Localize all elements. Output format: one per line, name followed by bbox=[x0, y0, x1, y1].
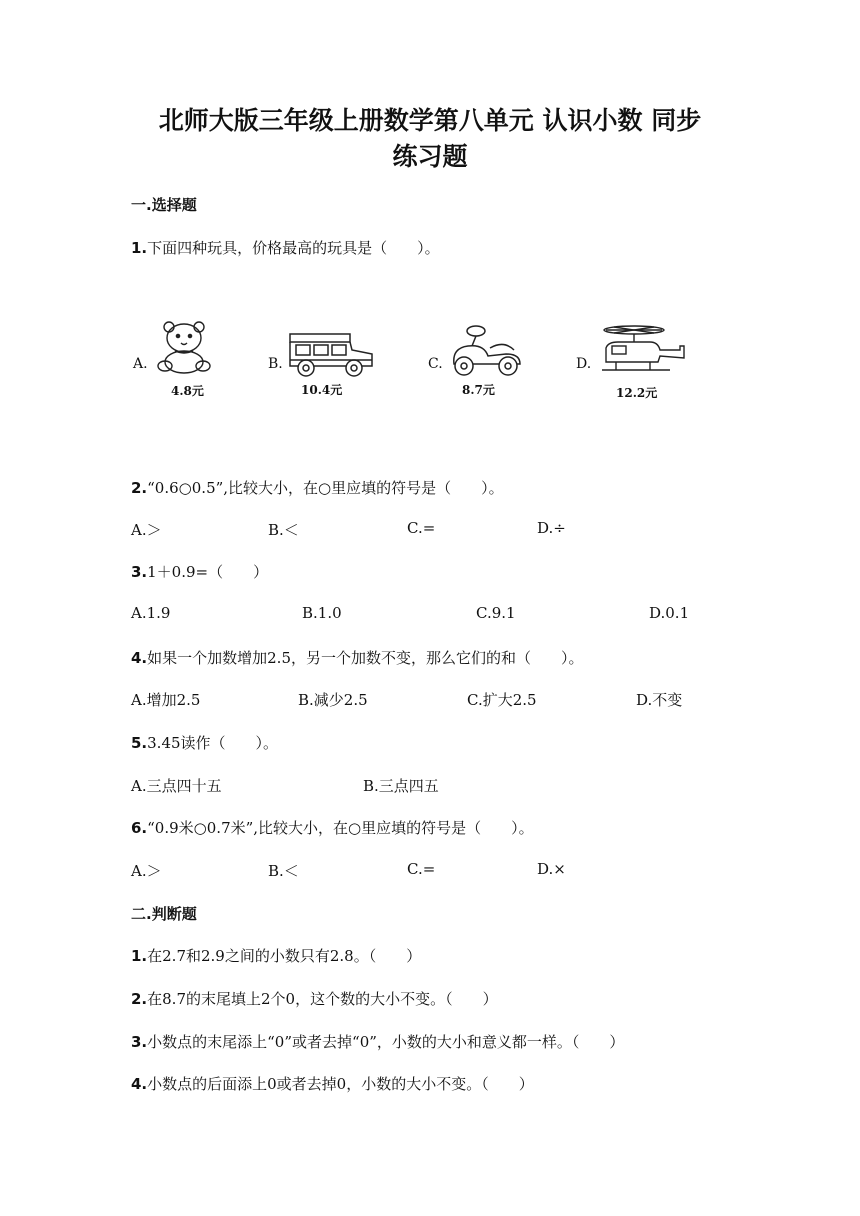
question-number: 3. bbox=[131, 1033, 148, 1051]
option-b[interactable]: B.减少2.5 bbox=[298, 691, 368, 709]
question-text: “0.9米○0.7米”,比较大小，在○里应填的符号是（ ）。 bbox=[147, 819, 534, 837]
section-heading-choice: 一.选择题 bbox=[131, 196, 197, 214]
question-5 bbox=[131, 732, 278, 753]
question-text: “0.6○0.5”,比较大小，在○里应填的符号是（ ）。 bbox=[147, 479, 504, 497]
question-text: 在2.7和2.9之间的小数只有2.8。（ ） bbox=[147, 947, 422, 965]
option-a[interactable]: A.1.9 bbox=[131, 604, 171, 622]
jeep-toy-icon bbox=[286, 328, 376, 378]
question-number: 4. bbox=[131, 1075, 148, 1093]
question-text: 1＋0.9=（ ） bbox=[147, 563, 269, 581]
helicopter-toy-icon bbox=[600, 324, 686, 378]
page-title-line1: 北师大版三年级上册数学第八单元 认识小数 同步 bbox=[158, 106, 702, 135]
question-number: 2. bbox=[131, 479, 148, 497]
judge-question-2 bbox=[131, 988, 498, 1009]
option-b[interactable]: B.1.0 bbox=[302, 604, 342, 622]
question-text: 如果一个加数增加2.5，另一个加数不变，那么它们的和（ ）。 bbox=[147, 649, 584, 667]
option-d[interactable]: D.不变 bbox=[636, 691, 683, 709]
option-d[interactable]: D.× bbox=[537, 860, 566, 878]
question-text: 在8.7的末尾填上2个0，这个数的大小不变。（ ） bbox=[147, 990, 498, 1008]
option-b[interactable]: B.三点四五 bbox=[363, 777, 439, 795]
question-text: 小数点的后面添上0或者去掉0，小数的大小不变。（ ） bbox=[147, 1075, 534, 1093]
toy-option-b[interactable] bbox=[268, 318, 383, 402]
question-3 bbox=[131, 561, 268, 582]
option-c[interactable]: C.扩大2.5 bbox=[467, 691, 537, 709]
option-d[interactable]: D.0.1 bbox=[649, 604, 690, 622]
question-1 bbox=[131, 237, 440, 258]
question-2 bbox=[131, 477, 504, 498]
section-heading-judge: 二.判断题 bbox=[131, 905, 197, 923]
option-a[interactable]: A.增加2.5 bbox=[131, 691, 201, 709]
question-6 bbox=[131, 817, 534, 838]
question-number: 2. bbox=[131, 990, 148, 1008]
question-number: 6. bbox=[131, 819, 148, 837]
option-a[interactable]: A.三点四十五 bbox=[131, 777, 222, 795]
option-a[interactable]: A.＞ bbox=[131, 521, 162, 539]
question-text: 小数点的末尾添上“0”或者去掉“0”，小数的大小和意义都一样。（ ） bbox=[147, 1033, 625, 1051]
option-letter: D. bbox=[576, 356, 592, 372]
question-number: 1. bbox=[131, 947, 148, 965]
question-number: 1. bbox=[131, 239, 148, 257]
judge-question-1 bbox=[131, 945, 421, 966]
option-b[interactable]: B.＜ bbox=[268, 521, 299, 539]
option-c[interactable]: C.= bbox=[407, 860, 436, 878]
option-a[interactable]: A.＞ bbox=[131, 862, 162, 880]
toy-price: 10.4元 bbox=[301, 383, 343, 397]
scooter-toy-icon bbox=[448, 324, 524, 378]
toy-price: 8.7元 bbox=[462, 383, 495, 397]
toy-price: 12.2元 bbox=[616, 386, 658, 400]
judge-question-3 bbox=[131, 1031, 624, 1052]
question-4 bbox=[131, 647, 584, 668]
option-d[interactable]: D.÷ bbox=[537, 519, 566, 537]
option-letter: A. bbox=[133, 356, 148, 372]
option-letter: B. bbox=[268, 356, 283, 372]
bear-toy-icon bbox=[155, 318, 217, 378]
toy-price: 4.8元 bbox=[171, 384, 204, 398]
page-title-line2: 练习题 bbox=[392, 142, 468, 171]
question-text: 3.45读作（ ）。 bbox=[147, 734, 279, 752]
toy-option-a[interactable] bbox=[133, 318, 233, 402]
judge-question-4 bbox=[131, 1073, 534, 1094]
toy-option-d[interactable] bbox=[576, 318, 696, 404]
option-c[interactable]: C.= bbox=[407, 519, 436, 537]
question-number: 3. bbox=[131, 563, 148, 581]
option-c[interactable]: C.9.1 bbox=[476, 604, 516, 622]
option-b[interactable]: B.＜ bbox=[268, 862, 299, 880]
question-number: 4. bbox=[131, 649, 148, 667]
option-letter: C. bbox=[428, 356, 443, 372]
question-number: 5. bbox=[131, 734, 148, 752]
toy-option-c[interactable] bbox=[428, 318, 533, 402]
question-text: 下面四种玩具，价格最高的玩具是（ ）。 bbox=[147, 239, 440, 257]
